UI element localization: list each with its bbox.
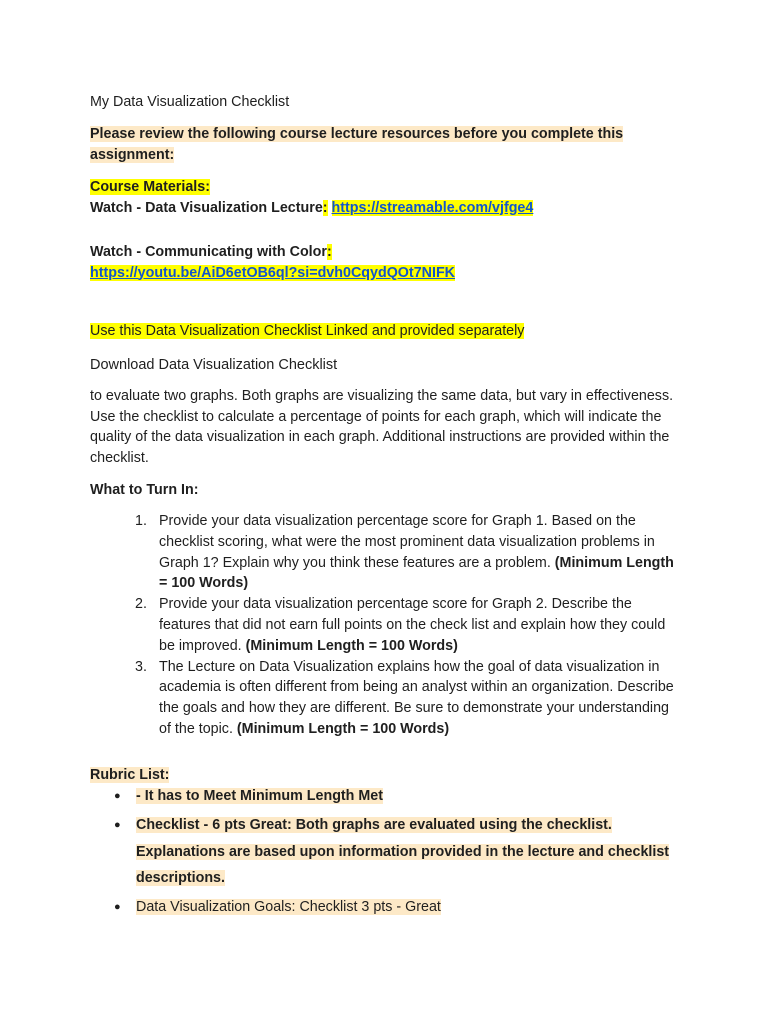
turn-in-list (90, 511, 680, 740)
course-materials-section (90, 177, 680, 218)
step-text: Provide your data visualization percentage score for Graph 2. Describe the features that did not earn full points on the check list and explain how they could be improved. (159, 596, 666, 654)
checklist-note-row (90, 321, 680, 342)
bullet-icon: ● (114, 900, 121, 913)
step-requirement: (Minimum Length = 100 Words) (236, 720, 450, 737)
instructions-paragraph: to evaluate two graphs. Both graphs are visualizing the same data, but vary in effectiveness. Use the checklist to calculate a percentage of points for each graph, which will indicate the quality of the data visualization in each graph. Additional instructions are provided within the checklist. (90, 388, 674, 466)
color-lecture-section (90, 242, 680, 283)
rubric-list (90, 786, 690, 918)
lecture-row (90, 198, 680, 219)
bullet-icon: ● (114, 790, 121, 802)
color-lecture-link[interactable]: https://youtu.be/AiD6etOB6ql?si=dvh0CqydQOt7NIFK (90, 264, 455, 281)
rubric-heading: Rubric List: (90, 767, 170, 783)
rubric-item-text: Data Visualization Goals: Checklist 3 pts - Great (136, 898, 441, 915)
download-checklist-link[interactable]: Download Data Visualization Checklist (90, 357, 338, 373)
list-item (90, 812, 690, 892)
course-materials-heading: Course Materials: (90, 179, 210, 195)
step-text: Provide your data visualization percentage score for Graph 1. Based on the checklist scoring, what were the most prominent data visualization problems in Graph 1? Explain why you think these features are a problem. (159, 513, 655, 571)
list-item (90, 786, 690, 807)
review-notice (90, 124, 680, 165)
step-text: The Lecture on Data Visualization explains how the goal of data visualization in academia is often different from being an analyst within an organization. Describe the goals and how they are different. Be sure to demonstrate your understanding of the topic. (159, 658, 674, 737)
step-number: 3. (135, 658, 147, 675)
color-lecture-row (90, 242, 680, 263)
course-materials-heading-row (90, 177, 680, 198)
list-item (90, 896, 690, 918)
list-item (90, 511, 680, 594)
lecture-separator: : (322, 199, 328, 216)
rubric-item-text: Checklist - 6 pts Great: Both graphs are evaluated using the checklist. Explanations are based upon information provided in the lecture and checklist descriptions. (136, 817, 670, 886)
rubric-heading-row (90, 765, 169, 785)
page-title: My Data Visualization Checklist (90, 94, 290, 110)
list-item (90, 657, 680, 740)
checklist-note: Use this Data Visualization Checklist Linked and provided separately (90, 323, 525, 339)
color-lecture-label: Watch - Communicating with Color (90, 244, 327, 260)
bullet-icon: ● (114, 819, 121, 831)
step-number: 2. (135, 596, 147, 613)
color-lecture-link-row (90, 263, 680, 284)
turn-in-heading: What to Turn In: (90, 482, 199, 498)
lecture-link[interactable]: https://streamable.com/vjfge4 (331, 199, 534, 216)
list-item (90, 594, 680, 656)
rubric-item-text: - It has to Meet Minimum Length Met (136, 788, 384, 804)
lecture-label: Watch - Data Visualization Lecture (90, 199, 323, 216)
step-requirement: (Minimum Length = 100 Words) (159, 554, 674, 592)
step-number: 1. (135, 513, 147, 529)
step-requirement: (Minimum Length = 100 Words) (245, 637, 458, 654)
color-lecture-separator: : (326, 244, 332, 260)
review-notice-text: Please review the following course lecture resources before you complete this assignment: (90, 126, 624, 163)
